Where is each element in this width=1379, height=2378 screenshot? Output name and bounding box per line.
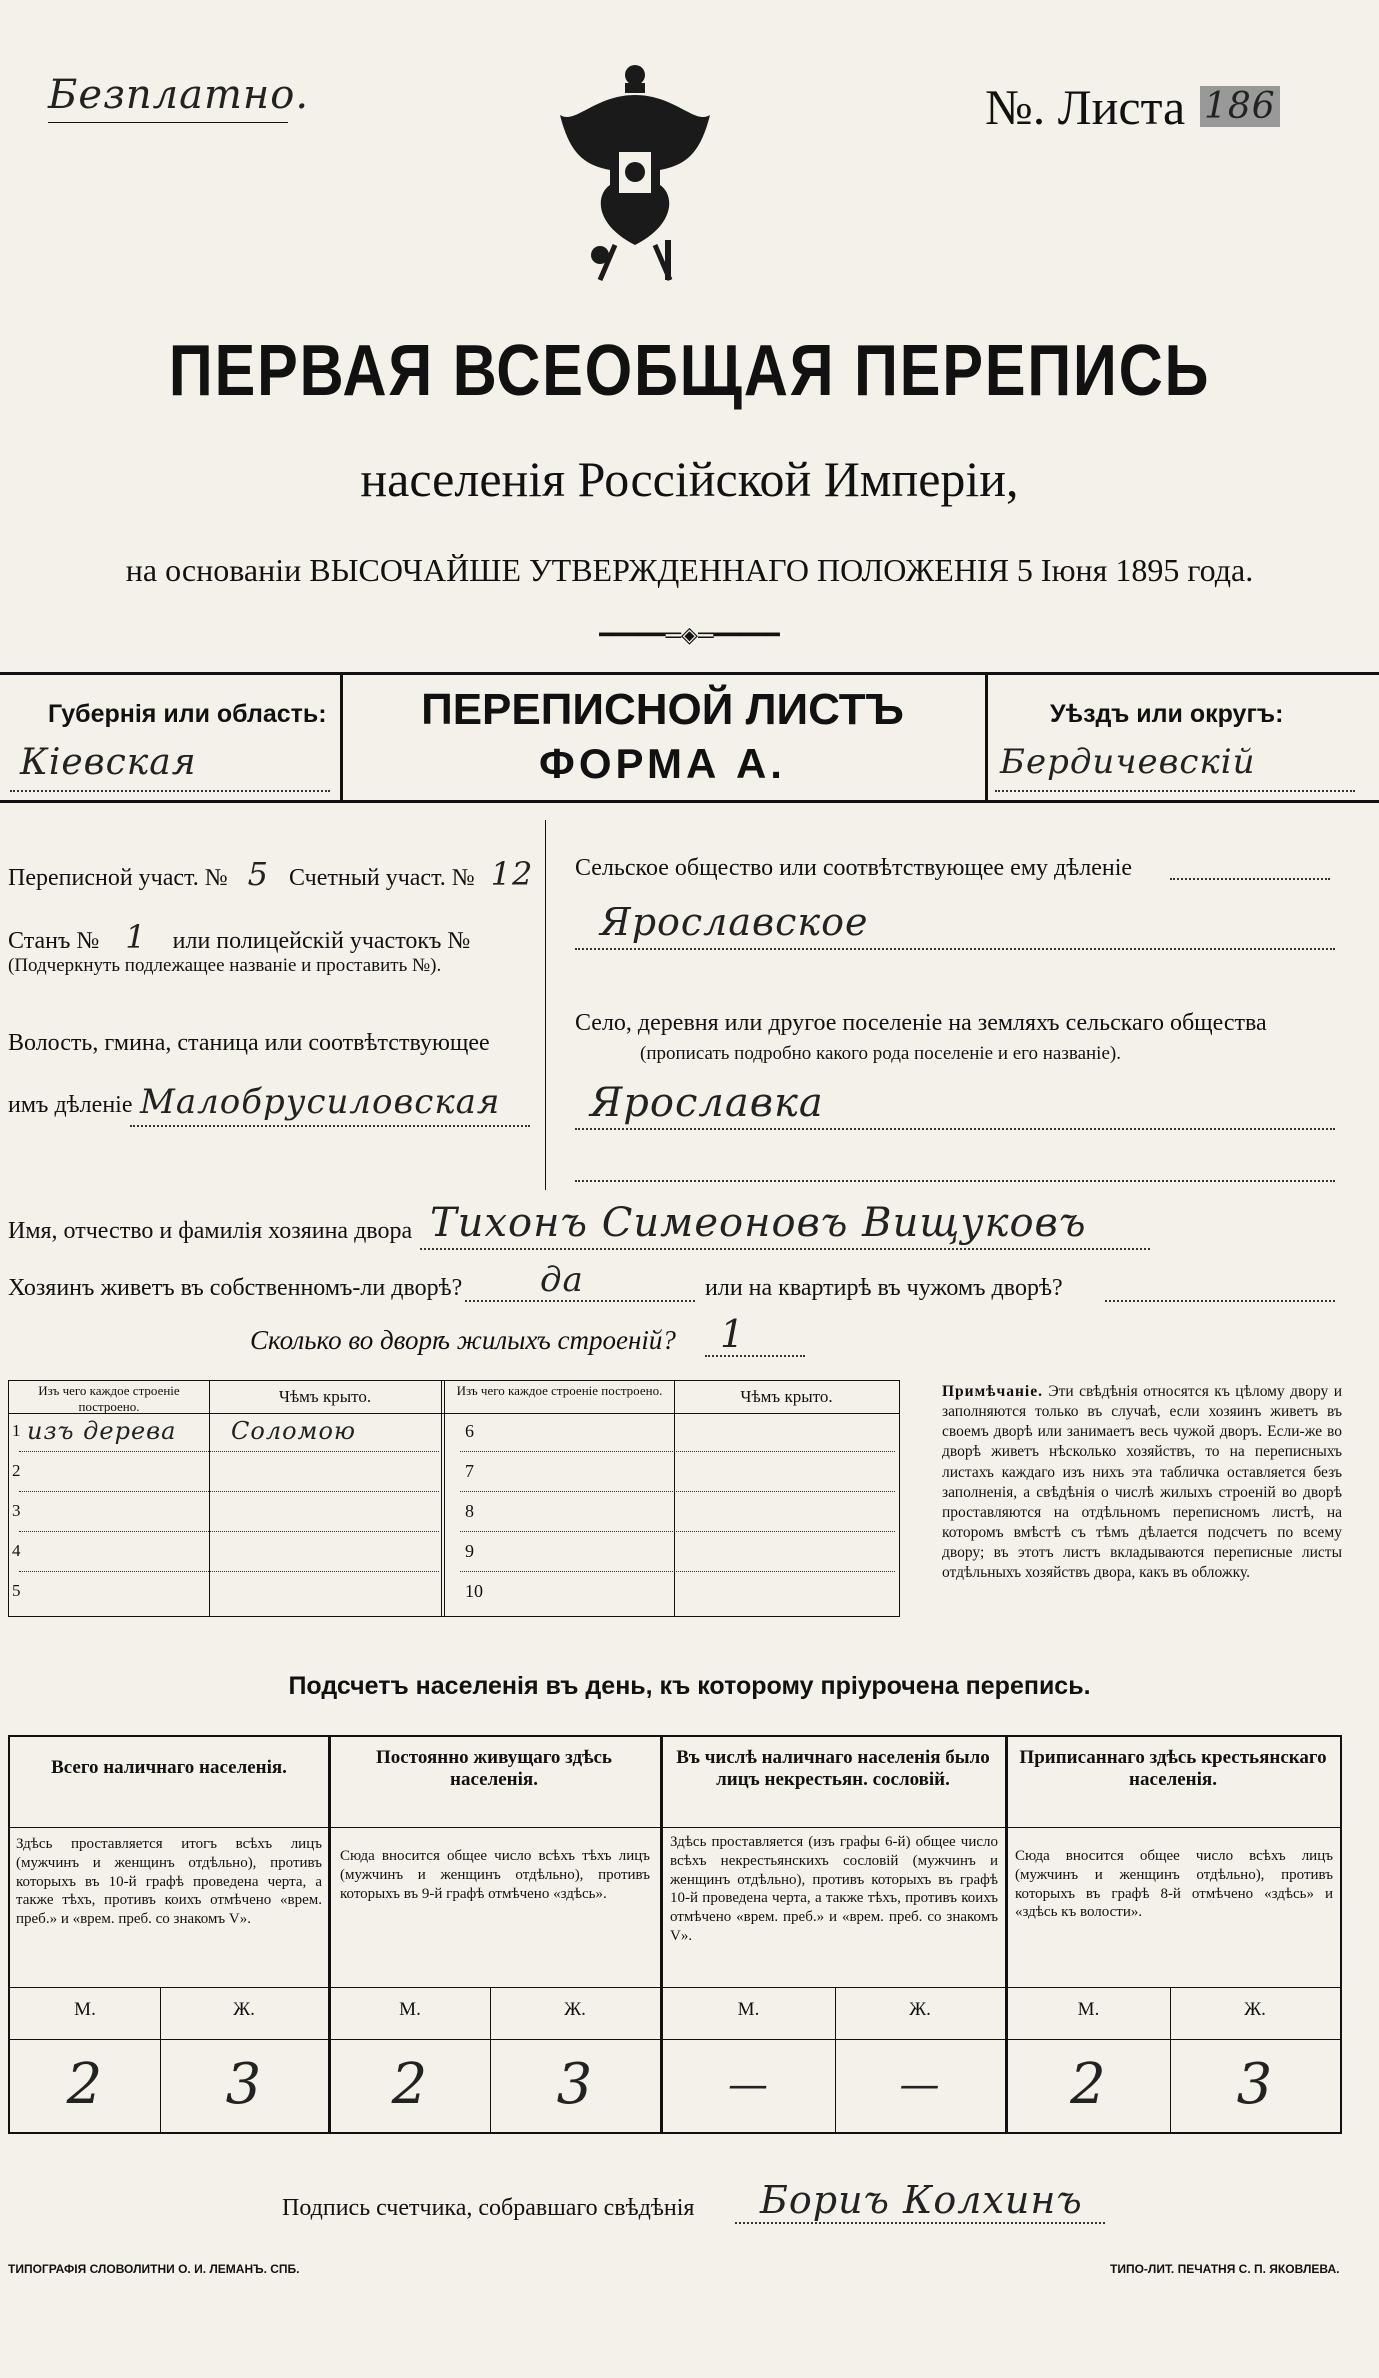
volost-value: Малобрусиловская xyxy=(140,1082,501,1122)
stan-row xyxy=(8,918,470,956)
form-code: ФОРМА А. xyxy=(539,740,786,787)
signature-value: Бориъ Колхинъ xyxy=(760,2178,1083,2222)
count-table xyxy=(8,1735,1342,2134)
form-title: ПЕРЕПИСНОЙ ЛИСТЪ xyxy=(421,685,904,734)
count-area-label: Счетный участ. № xyxy=(288,865,475,891)
printer-left: ТИПОГРАФІЯ СЛОВОЛИТНИ О. И. ЛЕМАНЪ. СПБ. xyxy=(8,2262,300,2276)
owner-name-value: Тихонъ Симеоновъ Вищуковъ xyxy=(430,1200,1087,1246)
count-title: Подсчетъ населенія въ день, къ которому пріурочена перепись. xyxy=(288,1672,1091,1700)
count-col-peasant-head: Приписаннаго здѣсь крестьянскаго населенія. xyxy=(1019,1747,1327,1790)
count-col-nonpeasant-head: Въ числѣ наличнаго населенія было лицъ некрестьян. сословій. xyxy=(676,1747,990,1790)
count-col-total-desc: Здѣсь проставляется итогъ всѣхъ лицъ (мужчинъ и женщинъ отдѣльно), противъ которыхъ въ 10-й графѣ проведена черта, а также тѣхъ, противъ коихъ отмѣчено «врем. преб.» и «врем. преб. со знакомъ V». xyxy=(16,1836,322,1927)
buildings-col-roof: Чѣмъ крыто. xyxy=(278,1387,372,1406)
volost-label-2: имъ дѣленіе xyxy=(8,1092,133,1118)
count-total-m: 2 xyxy=(66,2052,104,2117)
row-roof: Соломою xyxy=(231,1417,357,1445)
row-number: 10 xyxy=(465,1581,483,1601)
volost-label: Волость, гмина, станица или соотвѣтствующее xyxy=(8,1030,490,1056)
row-number: 9 xyxy=(465,1541,474,1561)
count-col-total-m-label: М. xyxy=(74,1999,96,2020)
count-col-permanent-f-label: Ж. xyxy=(564,1999,586,2020)
row-number: 8 xyxy=(465,1501,474,1521)
table-row xyxy=(9,1573,441,1613)
census-area-value: 5 xyxy=(247,855,269,893)
count-permanent-f: 3 xyxy=(556,2052,594,2117)
row-number: 2 xyxy=(12,1461,21,1480)
imperial-eagle-emblem xyxy=(555,55,715,285)
buildings-table xyxy=(8,1380,900,1617)
table-row xyxy=(9,1453,441,1493)
count-permanent-m: 2 xyxy=(391,2052,429,2117)
census-area-label: Переписной участ. № xyxy=(8,865,228,891)
buildings-rows-left xyxy=(9,1413,441,1616)
count-peasant-f: 3 xyxy=(1236,2052,1274,2117)
buildings-note xyxy=(942,1382,1342,1583)
count-col-nonpeasant-f-label: Ж. xyxy=(909,1999,931,2020)
page-subtitle: населенія Россійской Имперіи, xyxy=(360,451,1019,507)
count-col-permanent-m-label: М. xyxy=(399,1999,421,2020)
count-nonpeasant-m: — xyxy=(728,2062,769,2108)
count-nonpeasant-f: — xyxy=(899,2062,941,2108)
count-col-peasant-desc: Сюда вносится общее число всѣхъ лицъ (мужчинъ и женщинъ отдѣльно), противъ которыхъ въ графѣ 8-й отмѣчено «здѣсь» и «здѣсь къ волости». xyxy=(1015,1848,1333,1921)
stan-label: Станъ № xyxy=(8,928,100,954)
printer-right: ТИПО-ЛИТ. ПЕЧАТНЯ С. П. ЯКОВЛЕВА. xyxy=(1110,2262,1340,2276)
rented-label: или на квартирѣ въ чужомъ дворѣ? xyxy=(705,1275,1063,1301)
row-number: 4 xyxy=(12,1541,21,1560)
table-row xyxy=(9,1493,441,1533)
police-label: или полицейскій участокъ № xyxy=(172,928,471,954)
row-material: изъ дерева xyxy=(27,1417,177,1445)
buildings-col-material-2: Изъ чего каждое строеніе построено. xyxy=(456,1383,663,1398)
count-col-total-head: Всего наличнаго населенія. xyxy=(51,1757,287,1778)
count-col-total-f-label: Ж. xyxy=(233,1999,255,2020)
table-row xyxy=(9,1413,441,1453)
page-title: ПЕРВАЯ ВСЕОБЩАЯ ПЕРЕПИСЬ xyxy=(168,331,1211,411)
society-label: Сельское общество или соотвѣтствующее ему дѣленіе xyxy=(575,855,1133,881)
buildings-count-label: Сколько во дворѣ жилыхъ строеній? xyxy=(250,1325,676,1355)
stan-value: 1 xyxy=(125,918,147,956)
buildings-col-roof-2: Чѣмъ крыто. xyxy=(740,1387,833,1406)
own-yard-label: Хозяинъ живетъ въ собственномъ-ли дворѣ? xyxy=(8,1275,463,1301)
buildings-col-material: Изъ чего каждое строеніе построено. xyxy=(38,1383,180,1414)
count-col-permanent-desc: Сюда вносится общее число всѣхъ тѣхъ лицъ (мужчинъ и женщинъ отдѣльно), противъ которыхъ въ 9-й графѣ отмѣчено «здѣсь». xyxy=(340,1848,650,1902)
buildings-count-value: 1 xyxy=(720,1312,746,1356)
row-number: 3 xyxy=(12,1501,21,1520)
count-total-f: 3 xyxy=(225,2052,263,2117)
count-col-nonpeasant-desc: Здѣсь проставляется (изъ графы 6-й) общее число всѣхъ некрестьянскихъ сословій (мужчинъ и женщинъ отдѣльно), противъ которыхъ въ графѣ 10-й проведена черта, а также тѣхъ, противъ коихъ отмѣчено «врем. преб.» и «врем. преб. со знакомъ V». xyxy=(670,1834,998,1944)
village-note: (прописать подробно какого рода поселеніе и его названіе). xyxy=(640,1043,1121,1064)
count-peasant-m: 2 xyxy=(1070,2052,1107,2117)
sheet-number-label: №. Листа xyxy=(985,79,1186,135)
owner-name-label: Имя, отчество и фамилія хозяина двора xyxy=(8,1218,413,1244)
free-label: Безплатно. xyxy=(48,72,310,118)
note-text: Эти свѣдѣнія относятся къ цѣлому двору и заполняются только въ случаѣ, если хозяинъ живетъ въ своемъ дворѣ или занимаетъ весь чужой дворъ. Если-же во дворѣ живетъ нѣсколько хозяйствъ, то на переписныхъ листахъ каждаго изъ нихъ эта табличка оставляется безъ заполненія, а свѣдѣнія о числѣ жилыхъ строеній во дворѣ проставляются на отдѣльномъ переписномъ листѣ, на которомъ вмѣстѣ съ тѣмъ дѣлается подсчетъ по всему двору; въ этотъ листъ вкладываются переписные листы отдѣльныхъ хозяйствъ двора, какъ въ обложку. xyxy=(942,1383,1343,1582)
count-col-peasant-m-label: М. xyxy=(1077,1999,1100,2020)
row-number: 5 xyxy=(12,1581,21,1600)
legal-basis: на основаніи ВЫСОЧАЙШЕ УТВЕРЖДЕННАГО ПОЛОЖЕНІЯ 5 Іюня 1895 года. xyxy=(125,552,1254,588)
gubernia-label: Губернія или область: xyxy=(48,700,327,728)
row-number: 6 xyxy=(465,1421,474,1441)
census-area-row xyxy=(8,855,543,893)
uezd-value: Бердичевскій xyxy=(1000,742,1256,782)
society-value: Ярославское xyxy=(600,900,869,944)
village-label: Село, деревня или другое поселеніе на земляхъ сельскаго общества xyxy=(575,1010,1267,1036)
count-area-value: 12 xyxy=(490,855,534,893)
underline-note: (Подчеркнуть подлежащее названіе и проставить №). xyxy=(8,955,442,976)
row-number: 7 xyxy=(465,1461,474,1481)
village-value: Ярославка xyxy=(590,1080,824,1126)
sheet-number-value: 186 xyxy=(1200,86,1280,127)
buildings-rows-right xyxy=(445,1413,899,1616)
gubernia-value: Кіевская xyxy=(20,742,197,783)
ornament-divider: ━━━━━═◈═━━━━━ xyxy=(599,622,780,647)
row-number: 1 xyxy=(12,1421,21,1440)
count-col-peasant-f-label: Ж. xyxy=(1244,1999,1266,2020)
table-row xyxy=(9,1533,441,1573)
uezd-label: Уѣздъ или округъ: xyxy=(1050,700,1284,728)
note-title: Примѣчаніе. xyxy=(942,1383,1043,1400)
count-col-nonpeasant-m-label: М. xyxy=(737,1999,760,2020)
count-col-permanent-head: Постоянно живущаго здѣсь населенія. xyxy=(376,1747,612,1790)
signature-label: Подпись счетчика, собравшаго свѣдѣнія xyxy=(282,2195,695,2221)
own-yard-value: да xyxy=(540,1260,584,1300)
